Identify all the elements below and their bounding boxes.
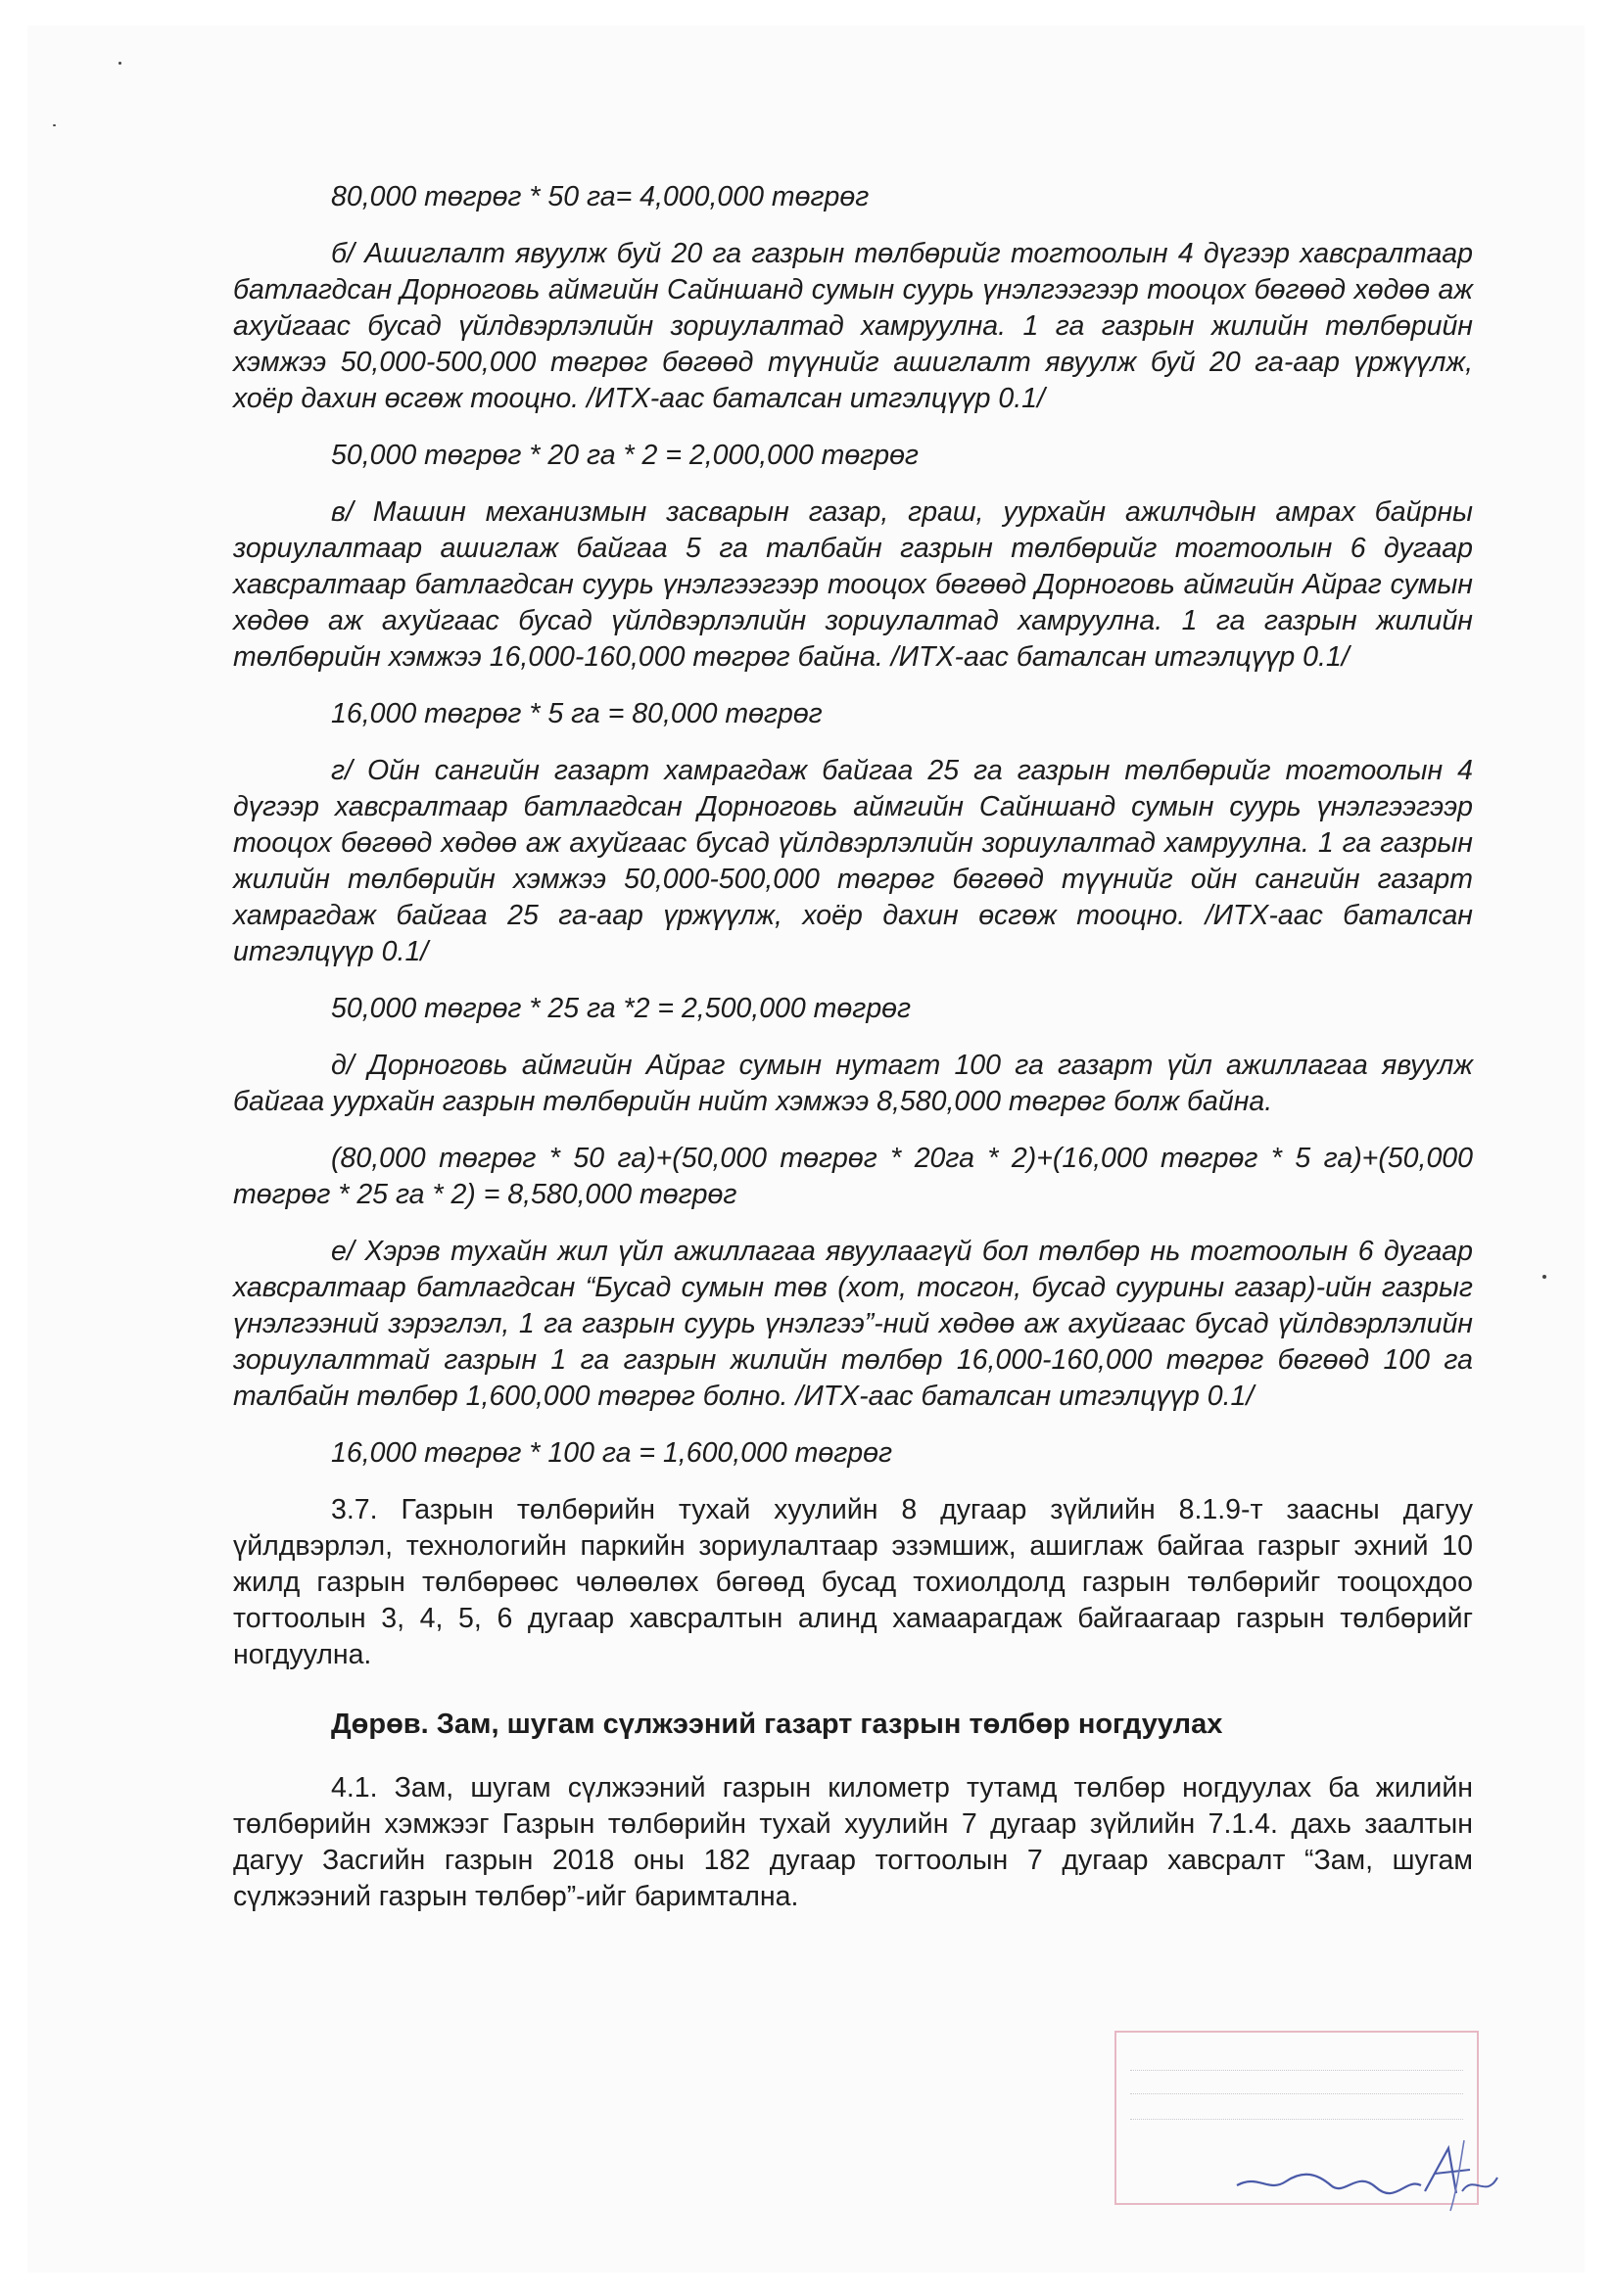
formula-line: 50,000 төгрөг * 25 га *2 = 2,500,000 төгрөг [331, 993, 912, 1024]
scan-speck [53, 124, 56, 126]
formula-line: 16,000 төгрөг * 5 га = 80,000 төгрөг [331, 698, 823, 729]
paragraph-d: д/ Дорноговь аймгийн Айраг сумын нутагт 100 га газарт үйл ажиллагаа явуулж байгаа уурхайн газрын төлбөрийн нийт хэмжээ 8,580,000 төгрөг болж байна. [233, 1050, 1473, 1117]
paragraph-g: г/ Ойн сангийн газарт хамрагдаж байгаа 25 га газрын төлбөрийг тогтоолын 4 дүгээр хавсралтаар батлагдсан Дорноговь аймгийн Сайншанд сумын суурь үнэлгээгээр тооцох бөгөөд хөдөө аж ахуйгаас бусад үйлдвэрлэлийн зориулалтад хамруулна. 1 га газрын жилийн төлбөрийн хэмжээ 50,000-500,000 төгрөг бөгөөд түүнийг ойн сангийн газарт хамрагдаж байгаа 25 га-аар үржүүлж, хоёр дахин өсгөж тооцно. /ИТХ-аас баталсан итгэлцүүр 0.1/ [233, 755, 1473, 967]
handwritten-signature [1229, 2134, 1503, 2213]
stamp-line [1130, 2070, 1463, 2071]
paragraph-b: б/ Ашиглалт явуулж буй 20 га газрын төлбөрийг тогтоолын 4 дүгээр хавсралтаар батлагдсан Дорноговь аймгийн Сайншанд сумын суурь үнэлгээгээр тооцох бөгөөд хөдөө аж ахуйгаас бусад үйлдвэрлэлийн зориулалтад хамруулна. 1 га газрын жилийн төлбөрийн хэмжээ 50,000-500,000 төгрөг бөгөөд түүнийг ашиглалт явуулж буй 20 га-аар үржүүлж, хоёр дахин өсгөж тооцно. /ИТХ-аас баталсан итгэлцүүр 0.1/ [233, 238, 1473, 414]
paragraph-3-7: 3.7. Газрын төлбөрийн тухай хуулийн 8 дугаар зүйлийн 8.1.9-т заасны дагуу үйлдвэрлэл, технологийн паркийн зориулалтаар эзэмшиж, ашиглаж байгаа газрыг эхний 10 жилд газрын төлбөрөөс чөлөөлөх бөгөөд бусад тохиолдолд газрын төлбөрийг тооцохдоо тогтоолын 3, 4, 5, 6 дугаар хавсралтын алинд хамаарагдаж байгаагаар газрын төлбөрийг ногдуулна. [233, 1494, 1473, 1670]
scan-speck [118, 62, 121, 65]
stamp-line [1130, 2119, 1463, 2120]
paragraph-4-1: 4.1. Зам, шугам сүлжээний газрын километр тутамд төлбөр ногдуулах ба жилийн төлбөрийн хэмжээг Газрын төлбөрийн тухай хуулийн 7 дугаар зүйлийн 7.1.4. дахь заалтын дагуу Засгийн газрын 2018 оны 182 дугаар тогтоолын 7 дугаар хавсралт “Зам, шугам сүлжээний газрын төлбөр”-ийг баримтална. [233, 1772, 1473, 1912]
formula-line-total: (80,000 төгрөг * 50 га)+(50,000 төгрөг * 20га * 2)+(16,000 төгрөг * 5 га)+(50,000 төгрөг * 25 га * 2) = 8,580,000 төгрөг [233, 1143, 1473, 1210]
formula-line: 50,000 төгрөг * 20 га * 2 = 2,000,000 төгрөг [331, 440, 919, 471]
document-body [233, 179, 1473, 1936]
section-heading: Дөрөв. Зам, шугам сүлжээний газарт газрын төлбөр ногдуулах [331, 1709, 1223, 1740]
paragraph-v: в/ Машин механизмын засварын газар, граш, уурхайн ажилчдын амрах байрны зориулалтаар ашиглаж байгаа 5 га талбайн газрын төлбөрийг тогтоолын 6 дугаар хавсралтаар батлагдсан суурь үнэлгээгээр тооцох бөгөөд Дорноговь аймгийн Айраг сумын хөдөө аж ахуйгаас бусад үйлдвэрлэлийн зориулалтад хамруулна. 1 га газрын жилийн төлбөрийн хэмжээ 16,000-160,000 төгрөг байна. /ИТХ-аас баталсан итгэлцүүр 0.1/ [233, 496, 1473, 673]
formula-line: 80,000 төгрөг * 50 га= 4,000,000 төгрөг [331, 181, 870, 212]
formula-line: 16,000 төгрөг * 100 га = 1,600,000 төгрөг [331, 1437, 893, 1469]
paragraph-e: е/ Хэрэв тухайн жил үйл ажиллагаа явуулаагүй бол төлбөр нь тогтоолын 6 дугаар хавсралтаар батлагдсан “Бусад сумын төв (хот, тосгон, бусад суурины газар)-ийн газрыг үнэлгээний зэрэглэл, 1 га газрын суурь үнэлгээ”-ний хөдөө аж ахуйгаас бусад үйлдвэрлэлийн зориулалттай газрын 1 га газрын жилийн төлбөр 16,000-160,000 төгрөг бөгөөд 100 га талбайн төлбөр 1,600,000 төгрөг болно. /ИТХ-аас баталсан итгэлцүүр 0.1/ [233, 1236, 1473, 1412]
stamp-line [1130, 2093, 1463, 2094]
scan-speck [1542, 1275, 1546, 1279]
